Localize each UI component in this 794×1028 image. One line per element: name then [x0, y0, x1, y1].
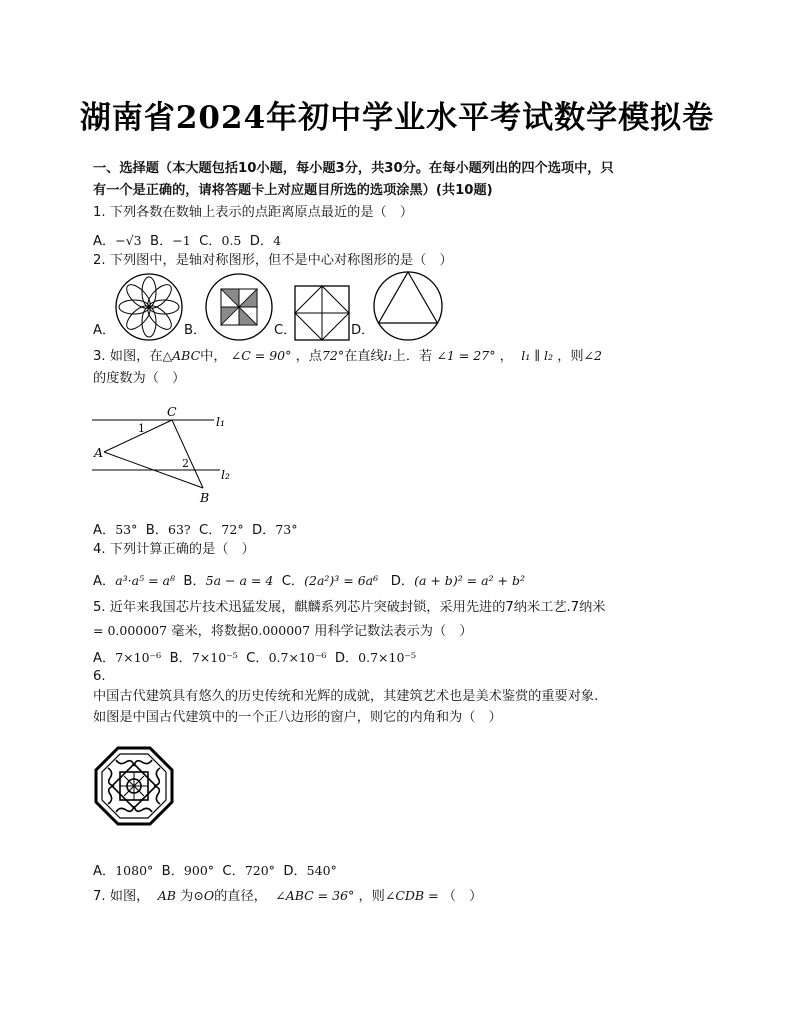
- q7-angle-cdb: ∠CDB =: [384, 888, 439, 903]
- q5-options: [93, 649, 416, 668]
- q4-option-d[interactable]: (a + b)² = a² + b²: [414, 573, 526, 588]
- q6-option-c-label[interactable]: C．: [222, 864, 245, 879]
- q4-stem: 4. 下列计算正确的是（ ）: [93, 542, 255, 557]
- q3-stem-line1: [93, 347, 602, 366]
- q3-fig-label-c: C: [167, 404, 177, 419]
- q3-fig-label-b: B: [200, 490, 210, 505]
- q3-text-6: ，: [499, 349, 513, 364]
- q3-fig-label-l1: l₁: [216, 414, 226, 429]
- q3-angle-c: ∠C = 90°: [230, 348, 292, 363]
- page-title: 湖南省2024年初中学业水平考试数学模拟卷: [79, 100, 715, 136]
- q3-fig-label-l2: l₂: [221, 467, 231, 482]
- q3-figure: [90, 402, 240, 506]
- q3-point-c: 72°: [321, 348, 345, 363]
- q3-parallel: l₁ ∥ l₂: [521, 348, 553, 363]
- q4-option-a-label[interactable]: A．: [93, 574, 116, 589]
- q2-figure-d[interactable]: [372, 270, 444, 342]
- q3-angle-1: ∠1 = 27°: [436, 348, 496, 363]
- q3-option-a-label[interactable]: A．: [93, 523, 116, 538]
- q4-options: [93, 572, 525, 591]
- q6-options: [93, 862, 337, 881]
- q5-option-a[interactable]: 7×10⁻⁶: [115, 650, 162, 665]
- q5-text-2: 用科学记数法表示为（ ）: [314, 624, 473, 639]
- q7-text-5: （ ）: [442, 889, 483, 904]
- q4-option-a[interactable]: a³·a⁵ = a⁸: [115, 573, 176, 588]
- q6-option-a[interactable]: 1080°: [115, 863, 154, 878]
- q7-ab: AB: [157, 888, 176, 903]
- section-instructions-line2: 有一个是正确的，请将答题卡上对应题目所选的选项涂黑）(共10题): [93, 183, 493, 198]
- q3-option-d-label[interactable]: D．: [251, 523, 276, 538]
- section-instructions-line1: 一、选择题（本大题包括10小题，每小题3分，共30分。在每小题列出的四个选项中，只: [93, 161, 614, 176]
- q5-option-b[interactable]: 7×10⁻⁵: [191, 650, 238, 665]
- q5-option-d-label[interactable]: D．: [334, 651, 359, 666]
- q1-option-a-label[interactable]: A．: [93, 234, 116, 249]
- q4-option-d-label[interactable]: D．: [390, 574, 415, 589]
- q7-text-3: 的直径，: [214, 889, 267, 904]
- q5-number: 0.000007: [250, 623, 311, 638]
- q6-stem-line1: 中国古代建筑具有悠久的历史传统和光辉的成就，其建筑艺术也是美术鉴赏的重要对象.: [93, 689, 599, 704]
- q3-text-5: 上．若: [392, 349, 433, 364]
- q5-option-a-label[interactable]: A．: [93, 651, 116, 666]
- q6-octagon-window-figure: [94, 746, 174, 826]
- q7-text-4: ，则: [358, 889, 385, 904]
- q3-text-3: ，点: [295, 349, 322, 364]
- q7-angle-abc: ∠ABC = 36°: [275, 888, 355, 903]
- q3-angle-2: ∠2: [583, 348, 602, 363]
- q6-option-c[interactable]: 720°: [244, 863, 275, 878]
- q7-circle-o: ⊙O: [193, 888, 215, 903]
- q5-stem-line1: 5. 近年来我国芯片技术迅猛发展，麒麟系列芯片突破封锁，采用先进的7纳米工艺.7纳米: [93, 600, 606, 615]
- q3-triangle: △ABC: [162, 348, 201, 363]
- q3-option-d[interactable]: 73°: [275, 522, 298, 537]
- q7-stem: [93, 887, 482, 906]
- q2-option-b-label[interactable]: B．: [184, 323, 207, 338]
- q2-figure-c[interactable]: [293, 284, 351, 342]
- q2-stem: 2. 下列图中，是轴对称图形，但不是中心对称图形的是（ ）: [93, 253, 453, 268]
- q3-text-7: ，则: [557, 349, 584, 364]
- q5-stem-line2: [93, 622, 473, 641]
- q3-fig-label-2: 2: [182, 457, 189, 470]
- q3-stem-line2: 的度数为（ ）: [93, 371, 186, 386]
- q4-option-b[interactable]: 5a − a = 4: [205, 573, 274, 588]
- q3-options: [93, 521, 297, 540]
- q3-line-l1: l₁: [383, 348, 393, 363]
- q3-fig-label-1: 1: [138, 422, 145, 435]
- q1-options: [93, 232, 281, 251]
- q3-option-c[interactable]: 72°: [221, 522, 244, 537]
- q1-option-c[interactable]: 0.5: [221, 233, 242, 248]
- q5-option-c[interactable]: 0.7×10⁻⁶: [268, 650, 327, 665]
- q5-text-1: 毫米，将数据: [171, 624, 251, 639]
- q2-option-a-label[interactable]: A．: [93, 323, 116, 338]
- q2-figure-b[interactable]: [204, 272, 274, 342]
- q3-option-b-label[interactable]: B．: [145, 523, 169, 538]
- q1-option-b-label[interactable]: B．: [150, 234, 173, 249]
- q4-option-c[interactable]: (2a²)³ = 6a⁶: [304, 573, 379, 588]
- q6-option-b[interactable]: 900°: [183, 863, 215, 878]
- q1-option-c-label[interactable]: C．: [199, 234, 222, 249]
- q1-option-d-label[interactable]: D．: [249, 234, 274, 249]
- q1-option-d[interactable]: 4: [273, 233, 282, 248]
- q6-option-b-label[interactable]: B．: [161, 864, 184, 879]
- q7-text-2: 为: [180, 889, 194, 904]
- q2-option-d-label[interactable]: D．: [351, 323, 375, 338]
- q3-option-a[interactable]: 53°: [115, 522, 138, 537]
- q3-option-b[interactable]: 63?: [168, 522, 191, 537]
- q6-stem-line2: 如图是中国古代建筑中的一个正八边形的窗户，则它的内角和为（ ）: [93, 710, 502, 725]
- q1-option-a[interactable]: −√3: [115, 233, 142, 248]
- q3-text-2: 中，: [200, 349, 227, 364]
- q4-option-b-label[interactable]: B．: [183, 574, 206, 589]
- q5-option-b-label[interactable]: B．: [169, 651, 192, 666]
- q2-figure-a[interactable]: [114, 272, 184, 342]
- q6-option-a-label[interactable]: A．: [93, 864, 116, 879]
- q5-equation: = 0.000007: [93, 623, 168, 638]
- q2-option-c-label[interactable]: C．: [274, 323, 297, 338]
- q6-number: 6.: [93, 669, 106, 684]
- q1-stem: 1. 下列各数在数轴上表示的点距离原点最近的是（ ）: [93, 205, 414, 220]
- q6-option-d-label[interactable]: D．: [283, 864, 307, 879]
- q4-option-c-label[interactable]: C．: [281, 574, 305, 589]
- q3-fig-label-a: A: [94, 445, 104, 460]
- q3-option-c-label[interactable]: C．: [199, 523, 222, 538]
- q5-option-c-label[interactable]: C．: [246, 651, 269, 666]
- q3-text-1: 3. 如图，在: [93, 349, 163, 364]
- q6-option-d[interactable]: 540°: [306, 863, 337, 878]
- q7-text-1: 7. 如图，: [93, 889, 150, 904]
- q1-option-b[interactable]: −1: [172, 233, 191, 248]
- q5-option-d[interactable]: 0.7×10⁻⁵: [358, 650, 417, 665]
- q3-text-4: 在直线: [344, 349, 384, 364]
